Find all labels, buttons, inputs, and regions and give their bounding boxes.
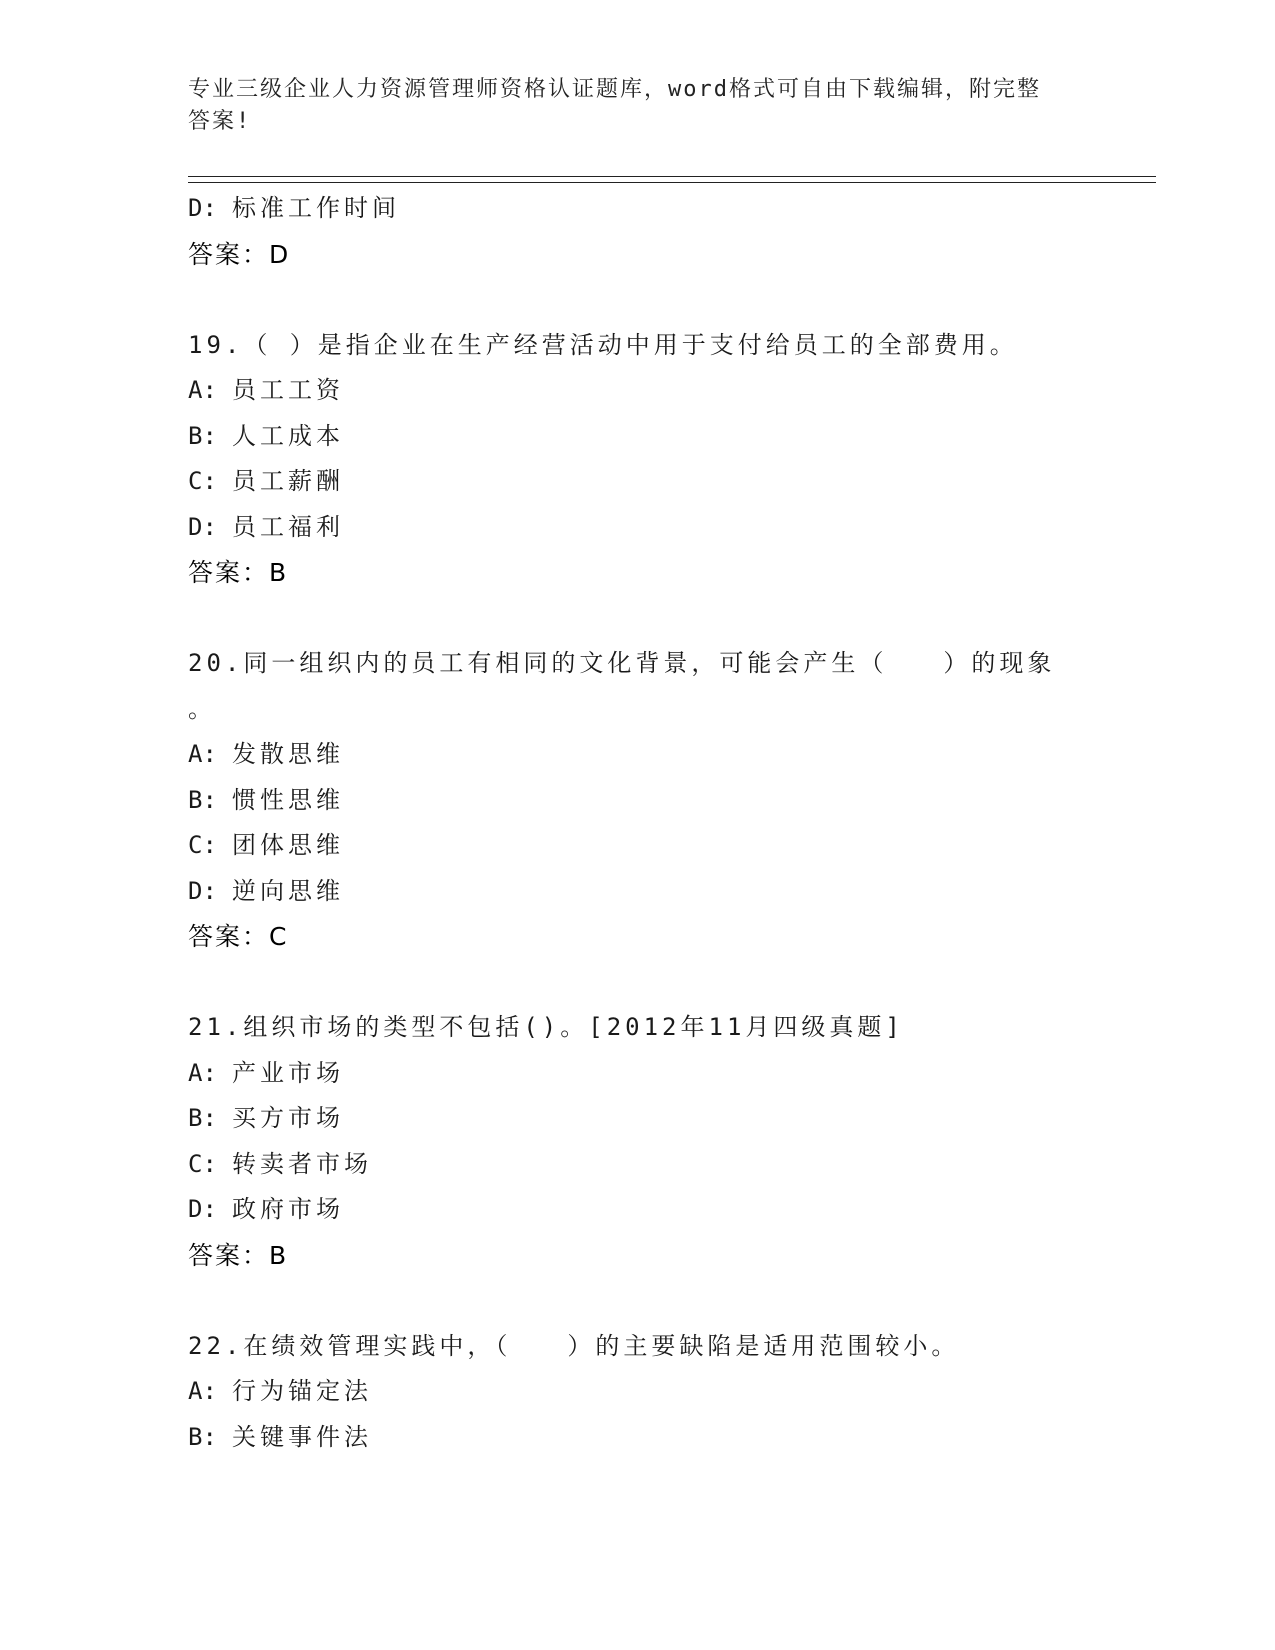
option-text: 人工成本 <box>232 421 344 450</box>
q20-option-a <box>188 732 1128 778</box>
q21-stem: 21.组织市场的类型不包括()。[2012年11月四级真题] <box>188 1013 904 1041</box>
option-tag: B: <box>188 1104 217 1132</box>
q20-answer: 答案：C <box>188 922 289 951</box>
option-tag: B: <box>188 1422 217 1451</box>
q21-option-d <box>188 1187 1128 1233</box>
q20-option-b <box>188 778 1128 824</box>
page-header <box>188 74 1068 138</box>
question-list <box>188 186 1128 1460</box>
q19-option-b <box>188 414 1128 460</box>
option-text: 行为锚定法 <box>232 1377 372 1405</box>
spacer <box>188 1278 1128 1324</box>
q21-option-c <box>188 1142 1128 1188</box>
option-tag: D: <box>188 512 217 541</box>
q21-answer: 答案：B <box>188 1240 289 1270</box>
option-text: 团体思维 <box>232 831 344 859</box>
option-tag: D: <box>188 876 217 905</box>
header-divider <box>188 176 1156 183</box>
spacer <box>188 596 1128 642</box>
q22-option-b <box>188 1415 1128 1461</box>
spacer <box>188 960 1128 1006</box>
option-text: 员工薪酬 <box>232 467 344 495</box>
option-text: 惯性思维 <box>232 785 344 814</box>
option-text: 员工工资 <box>232 376 344 404</box>
q19-option-d <box>188 505 1128 551</box>
option-tag: A: <box>188 376 217 404</box>
option-text: 转卖者市场 <box>232 1149 372 1178</box>
option-tag: C: <box>188 1149 217 1178</box>
option-text: 产业市场 <box>232 1058 344 1087</box>
q21-option-a <box>188 1051 1128 1097</box>
option-text: 关键事件法 <box>232 1422 372 1451</box>
q22-option-a <box>188 1369 1128 1415</box>
q19-option-a <box>188 368 1128 414</box>
q19-option-c <box>188 459 1128 505</box>
header-title-line2: 答案! <box>188 109 252 134</box>
q18-option-d <box>188 186 1128 232</box>
option-tag: D: <box>188 1195 217 1223</box>
q20-option-c <box>188 823 1128 869</box>
q20-option-d <box>188 869 1128 915</box>
option-tag: D: <box>188 194 217 222</box>
q21-option-b <box>188 1096 1128 1142</box>
q22-stem: 22.在绩效管理实践中，（ ）的主要缺陷是适用范围较小。 <box>188 1331 960 1360</box>
option-tag: C: <box>188 831 217 859</box>
spacer <box>188 277 1128 323</box>
option-tag: A: <box>188 1058 217 1087</box>
option-text: 买方市场 <box>232 1104 344 1132</box>
q18-answer: 答案：D <box>188 239 291 269</box>
option-text: 逆向思维 <box>232 876 344 905</box>
q19-stem: 19.（ ）是指企业在生产经营活动中用于支付给员工的全部费用。 <box>188 330 1018 359</box>
q20-stem-continuation: 。 <box>188 694 212 723</box>
header-title-line1: 专业三级企业人力资源管理师资格认证题库，word格式可自由下载编辑，附完整 <box>188 77 1041 102</box>
option-tag: B: <box>188 785 217 814</box>
option-tag: B: <box>188 421 217 450</box>
option-text: 标准工作时间 <box>232 194 400 222</box>
option-tag: A: <box>188 740 217 768</box>
option-text: 员工福利 <box>232 512 344 541</box>
option-text: 发散思维 <box>232 740 344 768</box>
option-tag: C: <box>188 467 217 495</box>
q20-stem: 20.同一组织内的员工有相同的文化背景，可能会产生（ ）的现象 <box>188 649 1056 677</box>
option-text: 政府市场 <box>232 1195 344 1223</box>
option-tag: A: <box>188 1377 217 1405</box>
q19-answer: 答案：B <box>188 558 289 587</box>
